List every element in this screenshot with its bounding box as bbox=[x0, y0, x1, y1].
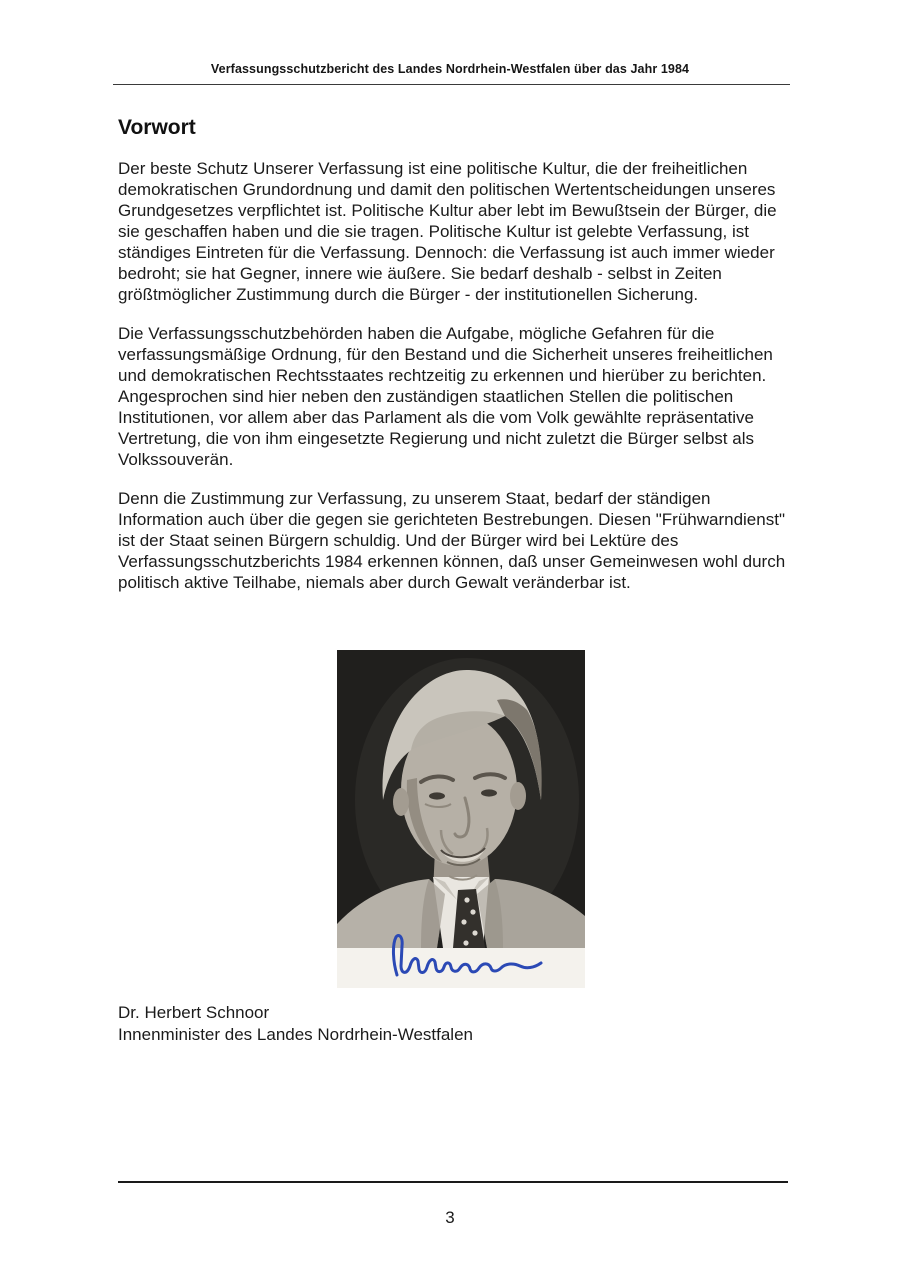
paragraph-2: Die Verfassungsschutzbehörden haben die Aufgabe, mögliche Gefahren für die verfassungsmäßige Ordnung, für den Bestand und die Sicherheit unseres freiheitlichen und demokratischen Rechtsstaates rechtzeitig zu erkennen und hierüber zu berichten. Angesprochen sind hier neben den zuständigen staatlichen Stellen die politischen Institutionen, vor allem aber das Parlament als die vom Volk gewählte repräsentative Vertretung, die von ihm eingesetzte Regierung und nicht zuletzt die Bürger selbst als Volkssouverän. bbox=[118, 324, 773, 469]
paragraph-3: Denn die Zustimmung zur Verfassung, zu unserem Staat, bedarf der ständigen Information auch über die gegen sie gerichteten Bestrebungen. Diesen "Frühwarndienst" ist der Staat seinen Bürgern schuldig. Und der Bürger wird bei Lektüre des Verfassungsschutzberichts 1984 erkennen können, daß unser Gemeinwesen wohl durch politisch aktive Teilhabe, niemals aber durch Gewalt veränderbar ist. bbox=[118, 489, 786, 592]
running-header-title: Verfassungsschutzbericht des Landes Nordrhein-Westfalen über das Jahr 1984 bbox=[210, 62, 690, 76]
page-title: Vorwort bbox=[118, 116, 196, 139]
portrait-photo bbox=[337, 650, 585, 988]
body-text bbox=[118, 158, 790, 611]
footer-rule bbox=[118, 1181, 788, 1183]
paragraph-1: Der beste Schutz Unserer Verfassung ist eine politische Kultur, die der freiheitlichen demokratischen Grundordnung und damit den politischen Wertentscheidungen unseres Grundgesetzes verpflichtet ist. Politische Kultur aber lebt im Bewußtsein der Bürger, die sie geschaffen haben und die sie tragen. Politische Kultur ist gelebte Verfassung, ist ständiges Eintreten für die Verfassung. Dennoch: die Verfassung ist auch immer wieder bedroht; sie hat Gegner, innere wie äußere. Sie bedarf deshalb - selbst in Zeiten größtmöglicher Zustimmung durch die Bürger - der institutionellen Sicherung. bbox=[118, 159, 777, 304]
page-number: 3 bbox=[445, 1208, 455, 1227]
byline bbox=[118, 1002, 473, 1046]
header-rule bbox=[113, 84, 790, 85]
byline-name: Dr. Herbert Schnoor bbox=[118, 1003, 270, 1022]
byline-title: Innenminister des Landes Nordrhein-Westfalen bbox=[118, 1025, 473, 1044]
portrait-photo-graphic bbox=[337, 650, 585, 988]
